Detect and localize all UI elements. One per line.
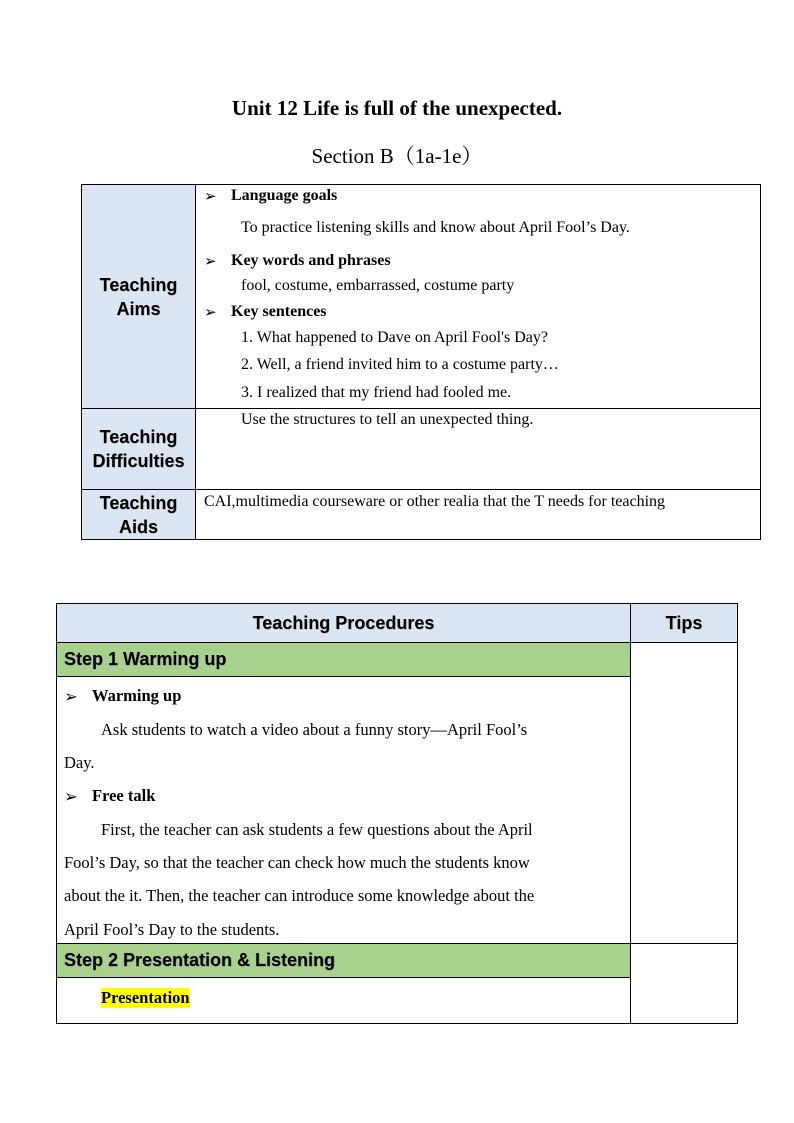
- teaching-procedures-table: [56, 603, 738, 1024]
- free-talk-heading: Free talk: [92, 786, 156, 805]
- bullet-icon: ➢: [64, 687, 78, 706]
- bullet-icon: ➢: [64, 787, 78, 806]
- tips-header: Tips: [631, 604, 737, 642]
- teaching-aims-table: [81, 184, 761, 540]
- warming-up-text-line2: Day.: [64, 753, 95, 772]
- aims-content: [196, 185, 760, 408]
- aids-row: [82, 489, 760, 539]
- difficulties-label-line2: Difficulties: [92, 451, 185, 471]
- aims-label-line2: Aims: [116, 298, 161, 319]
- free-talk-line4: April Fool’s Day to the students.: [64, 920, 280, 939]
- row-divider: [57, 676, 631, 677]
- aids-content: [196, 490, 760, 539]
- bullet-icon: ➢: [204, 305, 217, 321]
- key-sentence-3: 3. I realized that my friend had fooled me.: [241, 384, 512, 401]
- aims-row: [82, 185, 760, 408]
- difficulties-label-line1: Teaching: [99, 427, 178, 447]
- key-sentences-heading: Key sentences: [231, 303, 327, 320]
- free-talk-line1: First, the teacher can ask students a few questions about the April: [101, 820, 533, 839]
- presentation-label: Presentation: [101, 988, 190, 1007]
- page-title: Unit 12 Life is full of the unexpected.: [231, 96, 563, 120]
- key-words-text: fool, costume, embarrassed, costume party: [241, 277, 515, 294]
- free-talk-line3: about the it. Then, the teacher can introduce some knowledge about the: [64, 886, 535, 905]
- difficulties-content: [196, 409, 760, 489]
- key-sentence-1: 1. What happened to Dave on April Fool's Day?: [241, 329, 548, 346]
- aids-label: [82, 490, 196, 539]
- aids-label-line1: Teaching: [99, 492, 178, 513]
- row-divider: [57, 977, 631, 978]
- aids-label-line2: Aids: [118, 516, 158, 537]
- step1-heading: Step 1 Warming up: [57, 643, 630, 676]
- difficulties-text: Use the structures to tell an unexpected thing.: [241, 411, 534, 428]
- difficulties-row: [82, 408, 760, 489]
- bullet-icon: ➢: [204, 254, 217, 270]
- warming-up-text-line1: Ask students to watch a video about a funny story—April Fool’s: [101, 720, 528, 739]
- aims-label: [82, 185, 196, 408]
- key-sentence-2: 2. Well, a friend invited him to a costume party…: [241, 356, 559, 373]
- language-goals-text: To practice listening skills and know about April Fool’s Day.: [241, 219, 630, 236]
- aids-text: CAI,multimedia courseware or other realia that the T needs for teaching: [204, 493, 666, 510]
- warming-up-heading: Warming up: [92, 686, 182, 705]
- page-subtitle: Section B（1a-1e）: [311, 144, 483, 168]
- aims-label-line1: Teaching: [99, 274, 178, 295]
- step2-heading: Step 2 Presentation & Listening: [57, 944, 630, 977]
- procedures-header: Teaching Procedures: [57, 604, 630, 642]
- language-goals-heading: Language goals: [231, 187, 338, 204]
- bullet-icon: ➢: [204, 189, 217, 205]
- difficulties-label: [82, 409, 196, 489]
- column-divider: [630, 604, 631, 1023]
- key-words-heading: Key words and phrases: [231, 252, 391, 269]
- free-talk-line2: Fool’s Day, so that the teacher can check how much the students know: [64, 853, 530, 872]
